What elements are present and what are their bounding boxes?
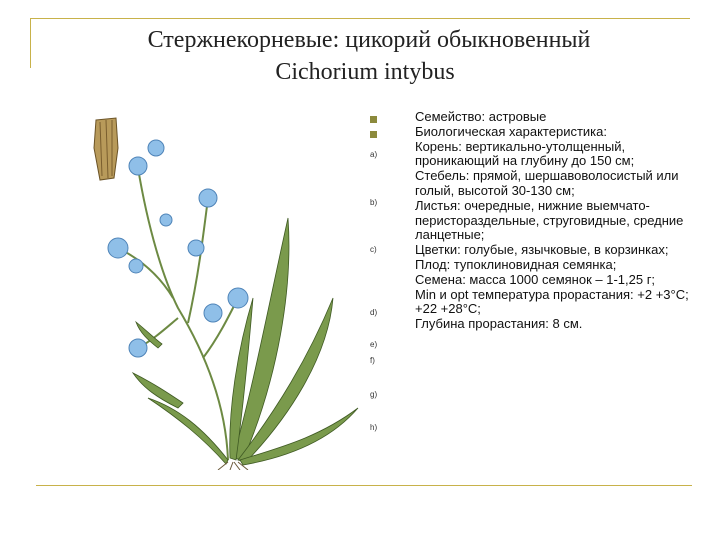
list-item: Биологическая характеристика: [415,123,607,139]
slide-title [0,24,720,88]
leaves [133,218,358,465]
marker-a: a) [370,150,378,159]
title-line-1: Стержнекорневые: цикорий обыкновенный [147,27,591,53]
marker-d: d) [370,308,378,317]
list-item: Корень: вертикально-утолщенный, проникающий на глубину до 150 см; [415,138,635,169]
marker-f: f) [370,356,375,365]
flowers [108,140,248,357]
list-item: Min и opt температура прорастания: +2 +3°C; +22 +28°C; [415,286,689,317]
bullet-markers [370,112,390,442]
list-item: Глубина прорастания: 8 см. [415,316,583,332]
marker-e: e) [370,340,378,349]
marker-c: c) [370,245,377,254]
list-item: Плод: тупоклиновидная семянка; [415,256,617,272]
marker-b: b) [370,198,378,207]
marker-h: h) [370,423,378,432]
square-bullet-icon [370,131,377,138]
list-item: Семейство: астровые [415,109,547,124]
title-line-2: Cichorium intybus [275,59,455,85]
description-list [415,110,705,332]
list-item: Семена: масса 1000 семянок – 1-1,25 г; [415,271,656,287]
marker-g: g) [370,390,378,399]
chicory-illustration [78,108,396,470]
list-item: Стебель: прямой, шершавоволосистый или голый, высотой 30-130 см; [415,168,679,198]
list-item: Цветки: голубые, язычковые, в корзинках; [415,242,669,258]
frame-top-line [30,18,690,19]
square-bullet-icon [370,116,377,123]
seed-drawing [94,118,118,180]
list-item: Листья: очередные, нижние выемчато-перистораздельные, струговидные, средние ланцетные; [415,197,684,243]
frame-bottom-line [36,485,692,486]
